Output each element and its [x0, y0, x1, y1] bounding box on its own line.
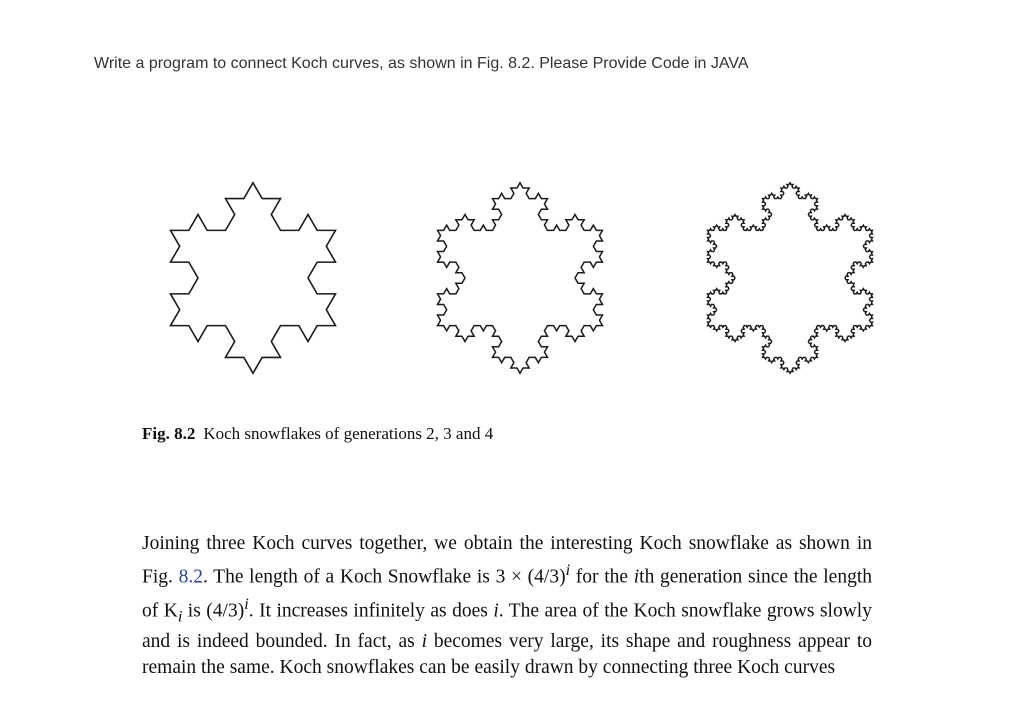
koch-figure [0, 130, 1024, 410]
italic-i: i [633, 566, 640, 588]
figure-caption-text: Koch snowflakes of generations 2, 3 and 4 [203, 424, 494, 443]
koch-snowflake-gen-4 [670, 138, 910, 408]
paragraph-text: . The length of a Koch Snowflake is 3 × (4/3) [202, 566, 566, 588]
koch-snowflake-gen-2-svg [133, 138, 373, 408]
body-paragraph [142, 531, 872, 681]
italic-i: i [421, 630, 427, 652]
paragraph-text: Joining three Koch curves together, we obtain the interesting Koch snowflake as shown in Fig. [142, 533, 872, 588]
koch-snowflake-gen-3-svg [400, 138, 640, 408]
koch-snowflake-gen-3 [400, 138, 640, 408]
koch-snowflake-gen-4-path [708, 183, 873, 374]
koch-snowflake-gen-2-path [171, 183, 336, 374]
superscript-i: i [244, 594, 249, 613]
koch-snowflake-gen-2 [133, 138, 373, 408]
figure-caption [142, 424, 493, 444]
paragraph-text: . It increases infinitely as does [248, 600, 494, 621]
paragraph-text: is (4/3) [182, 600, 245, 621]
italic-i: i [493, 600, 499, 621]
paragraph-text: becomes very large, its shape and roughness appear to remain the same. Koch snowflakes can be easily drawn by connecting three Koch curves [142, 630, 872, 678]
figure-caption-label: Fig. 8.2 [142, 424, 196, 443]
paragraph-text: th generation since the length of K [142, 566, 872, 621]
superscript-i: i [565, 561, 571, 579]
koch-snowflake-gen-3-path [438, 183, 603, 374]
koch-snowflake-gen-4-svg [670, 138, 910, 408]
subscript-i: i [177, 606, 183, 625]
paragraph-text: for the [570, 566, 634, 588]
figure-reference-link[interactable]: 8.2 [178, 566, 203, 588]
question-text: Write a program to connect Koch curves, as shown in Fig. 8.2. Please Provide Code in JAVA [94, 55, 749, 72]
paragraph-text: . The area of the Koch snowflake grows slowly and is indeed bounded. In fact, as [142, 600, 872, 652]
